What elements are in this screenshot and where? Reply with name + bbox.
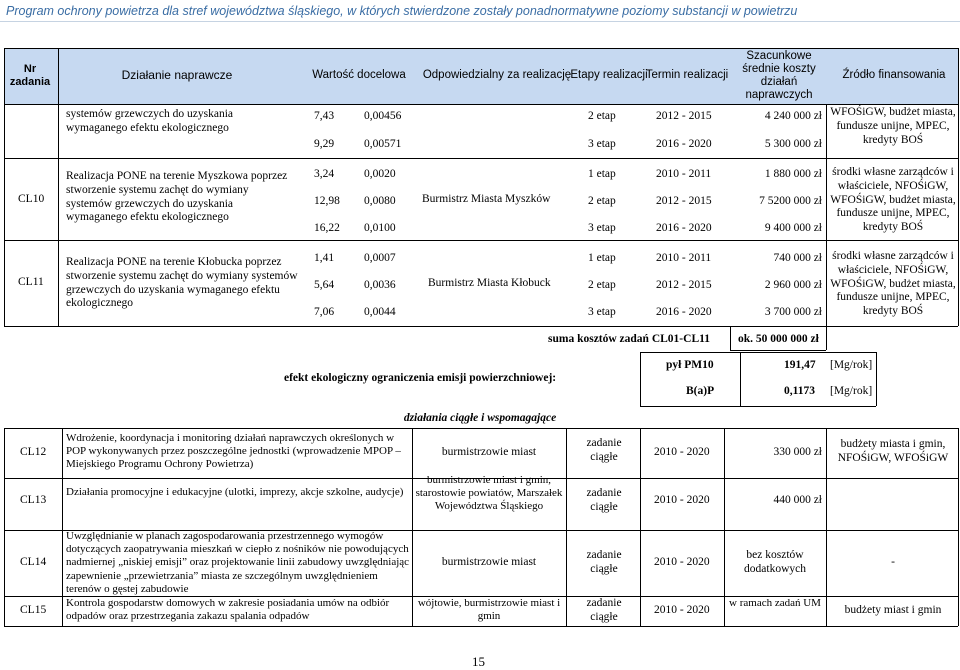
cl11-v1-1: 5,64	[314, 279, 335, 291]
header-odpowiedzialny: Odpowiedzialny za realizację	[422, 69, 572, 82]
ciagle-title: działania ciągłe i wspomagające	[403, 412, 557, 424]
table-header	[4, 48, 958, 104]
efekt-name-1: B(a)P	[686, 385, 715, 397]
cl10-termin-0: 2010 - 2011	[656, 168, 712, 180]
cl11-etap-0: 1 etap	[588, 252, 616, 264]
cont-termin-0: 2012 - 2015	[656, 110, 712, 122]
cl11-nr: CL11	[18, 276, 44, 288]
cl10-v2-1: 0,0080	[364, 195, 396, 207]
cl10-odpowiedzialny: Burmistrz Miasta Myszków	[422, 193, 551, 205]
cl11-koszt-0: 740 000 zł	[773, 252, 822, 264]
cl14-termin: 2010 - 2020	[654, 556, 710, 568]
cl14-odp: burmistrzowie miast	[441, 556, 537, 568]
cl11-zrodlo: środki własne zarządców i właściciele, NFOŚiGW, WFOŚiGW, budżet miasta, fundusze unijne, MPEC, kredyty BOŚ	[830, 250, 956, 318]
cl12-odp: burmistrzowie miast	[441, 446, 537, 458]
header-koszty: Szacunkowe średnie koszty działań naprawczych	[742, 49, 816, 102]
cl14-etap: zadanie ciągłe	[586, 549, 622, 575]
header-nr: Nr zadania	[9, 63, 51, 88]
efekt-value-0: 191,47	[784, 359, 816, 371]
cl12-desc: Wdrożenie, koordynacja i monitoring działań naprawczych określonych w POP wykonywanych przez poszczególne jednostki (wprowadzenie MPOP – Miejskiego Programu Ochrony Powietrza)	[66, 432, 401, 471]
cl14-desc: Uwzględnianie w planach zagospodarowania przestrzennego wymogów dotyczących zaopatrywania mieszkań w ciepło z nośników nie powodujących nadmiernej „niskiej emisji” oraz projektowanie linii zabudowy uwzględniając zapewnienie „przewietrzania” miasta ze szczególnym uwzględnieniem terenów o gęstej zabudowie	[66, 530, 410, 595]
suma-value: ok. 50 000 000 zł	[738, 333, 819, 345]
cl13-koszt: 440 000 zł	[773, 494, 822, 506]
cont-v1-1: 9,29	[314, 138, 335, 150]
cl13-odp: burmistrzowie miast i gmin, starostowie powiatów, Marszałek Województwa Śląskiego	[415, 474, 563, 513]
cl11-v2-1: 0,0036	[364, 279, 396, 291]
cl15-zrodlo: budżety miast i gmin	[844, 604, 942, 616]
cl12-nr: CL12	[20, 446, 47, 458]
cont-termin-1: 2016 - 2020	[656, 138, 712, 150]
cl12-koszt: 330 000 zł	[773, 446, 822, 458]
cl10-termin-2: 2016 - 2020	[656, 222, 712, 234]
cl10-koszt-0: 1 880 000 zł	[764, 168, 822, 180]
efekt-value-1: 0,1173	[784, 385, 815, 397]
cl11-etap-2: 3 etap	[588, 306, 616, 318]
cl13-nr: CL13	[20, 494, 47, 506]
suma-label: suma kosztów zadań CL01-CL11	[548, 333, 710, 345]
cl10-v2-2: 0,0100	[364, 222, 396, 234]
cl11-v2-0: 0,0007	[364, 252, 396, 264]
cont-v1-0: 7,43	[314, 110, 335, 122]
cl15-koszt: w ramach zadań UM	[729, 597, 821, 609]
cl11-v1-2: 7,06	[314, 306, 335, 318]
cl11-v1-0: 1,41	[314, 252, 335, 264]
cl13-termin: 2010 - 2020	[654, 494, 710, 506]
cl10-zrodlo: środki własne zarządców i właściciele, NFOŚiGW, WFOŚiGW, budżet miasta, fundusze unijne, MPEC, kredyty BOŚ	[830, 166, 956, 234]
cl14-koszt: bez kosztów dodatkowych	[744, 549, 806, 575]
page-number: 15	[472, 654, 485, 669]
header-wartosc: Wartość docelowa	[312, 69, 406, 82]
cl11-koszt-1: 2 960 000 zł	[764, 279, 822, 291]
cl11-desc: Realizacja PONE na terenie Kłobucka poprzez stworzenie systemu zachęt do wymiany systemów grzewczych do uzyskania wymaganego efektu ekologicznego	[66, 256, 298, 310]
cont-desc: systemów grzewczych do uzyskania wymaganego efektu ekologicznego	[66, 108, 234, 134]
cl11-termin-1: 2012 - 2015	[656, 279, 712, 291]
header-dzialanie: Działanie naprawcze	[121, 68, 233, 83]
cl10-v1-0: 3,24	[314, 168, 335, 180]
header-etapy: Etapy realizacji	[570, 69, 648, 82]
cl10-nr: CL10	[18, 193, 45, 205]
header-zrodlo: Źródło finansowania	[842, 69, 946, 82]
efekt-label: efekt ekologiczny ograniczenia emisji powierzchniowej:	[284, 372, 557, 384]
cl15-odp: wójtowie, burmistrzowie miast i gmin	[417, 597, 561, 623]
cl10-etap-0: 1 etap	[588, 168, 616, 180]
cl10-v1-1: 12,98	[314, 195, 340, 207]
cl10-koszt-2: 9 400 000 zł	[764, 222, 822, 234]
cl14-nr: CL14	[20, 556, 47, 568]
cl13-etap: zadanie ciągłe	[586, 487, 622, 513]
cl10-v2-0: 0,0020	[364, 168, 396, 180]
cont-v2-1: 0,00571	[364, 138, 402, 150]
cont-etap-1: 3 etap	[588, 138, 616, 150]
cl11-odpowiedzialny: Burmistrz Miasta Kłobuck	[428, 277, 551, 289]
cl15-nr: CL15	[20, 604, 47, 616]
header-termin: Termin realizacji	[645, 69, 729, 82]
cl15-termin: 2010 - 2020	[654, 604, 710, 616]
cl11-etap-1: 2 etap	[588, 279, 616, 291]
cl12-zrodlo: budżety miasta i gmin, NFOŚiGW, WFOŚiGW	[837, 438, 949, 464]
cl10-termin-1: 2012 - 2015	[656, 195, 712, 207]
cl11-termin-2: 2016 - 2020	[656, 306, 712, 318]
cl10-koszt-1: 7 5200 000 zł	[759, 195, 822, 207]
cont-v2-0: 0,00456	[364, 110, 402, 122]
efekt-name-0: pył PM10	[666, 359, 714, 371]
cl15-etap: zadanie ciągłe	[586, 597, 622, 623]
cl14-zrodlo: -	[891, 556, 895, 568]
cl10-etap-2: 3 etap	[588, 222, 616, 234]
cl13-desc: Działania promocyjne i edukacyjne (ulotki, imprezy, akcje szkolne, audycje)	[66, 486, 404, 498]
efekt-unit-1: [Mg/rok]	[830, 385, 873, 397]
cl10-etap-1: 2 etap	[588, 195, 616, 207]
cl12-etap: zadanie ciągłe	[586, 437, 622, 463]
cl12-termin: 2010 - 2020	[654, 446, 710, 458]
cont-koszt-0: 4 240 000 zł	[764, 110, 822, 122]
cont-zrodlo: WFOŚiGW, budżet miasta, fundusze unijne, MPEC, kredyty BOŚ	[830, 106, 956, 146]
cl15-desc: Kontrola gospodarstw domowych w zakresie posiadania umów na odbiór odpadów oraz przestrzegania zakazu spalania odpadów	[66, 597, 390, 623]
cont-koszt-1: 5 300 000 zł	[764, 138, 822, 150]
cl11-koszt-2: 3 700 000 zł	[764, 306, 822, 318]
cont-etap-0: 2 etap	[588, 110, 616, 122]
cl10-desc: Realizacja PONE na terenie Myszkowa poprzez stworzenie systemu zachęt do wymiany systemów grzewczych do uzyskania wymaganego efektu ekologicznego	[66, 170, 288, 224]
document-running-header: Program ochrony powietrza dla stref województwa śląskiego, w których stwierdzone zostały ponadnormatywne poziomy substancji w powietrzu	[0, 0, 960, 22]
efekt-unit-0: [Mg/rok]	[830, 359, 873, 371]
cl11-termin-0: 2010 - 2011	[656, 252, 712, 264]
cl10-v1-2: 16,22	[314, 222, 340, 234]
cl11-v2-2: 0,0044	[364, 306, 396, 318]
